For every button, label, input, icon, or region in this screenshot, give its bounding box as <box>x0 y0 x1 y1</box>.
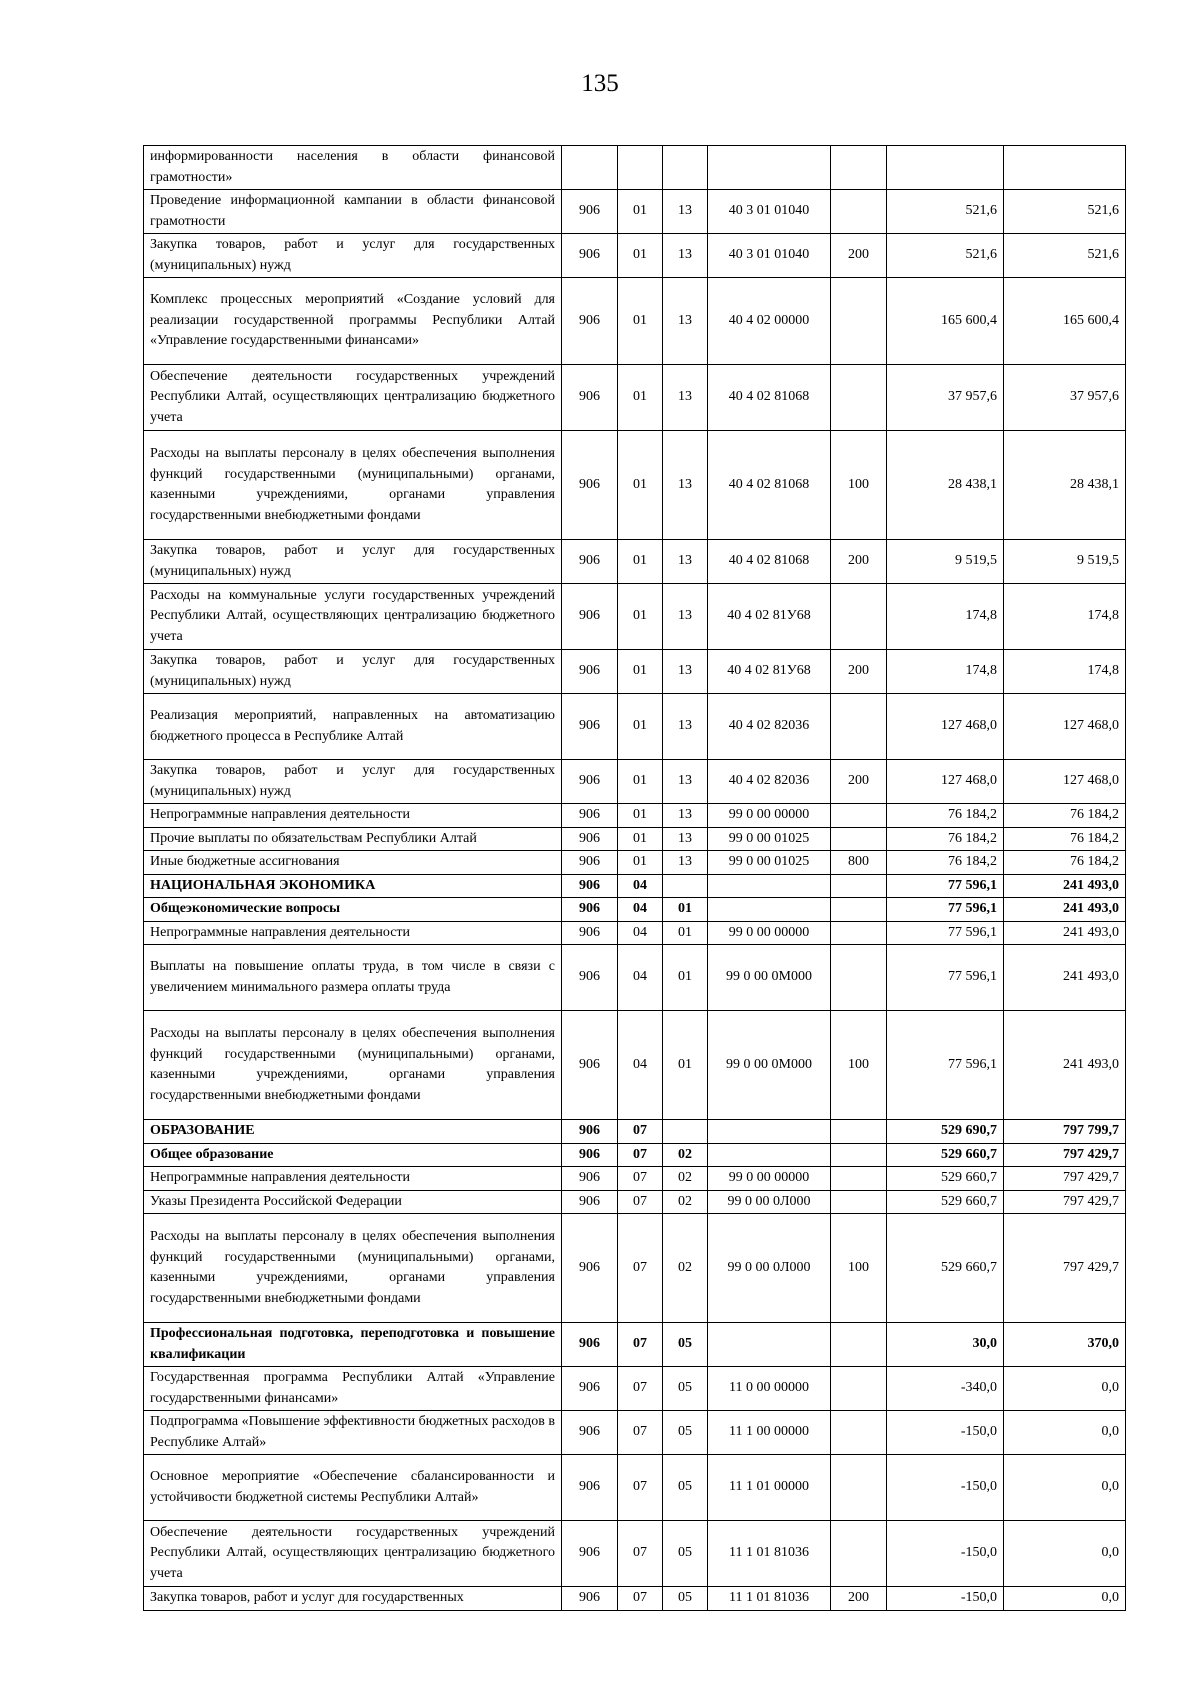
subsection-code-cell <box>663 146 708 190</box>
table-row <box>144 1167 1126 1191</box>
amount-year-2-cell: 241 493,0 <box>1004 898 1126 922</box>
expense-name-cell: Реализация мероприятий, направленных на автоматизацию бюджетного процесса в Республике Алтай <box>144 694 562 760</box>
amount-year-1-cell: -150,0 <box>887 1455 1004 1521</box>
expense-name-cell: Обеспечение деятельности государственных учреждений Республики Алтай, осуществляющих централизацию бюджетного учета <box>144 365 562 431</box>
ministry-code-cell: 906 <box>562 694 618 760</box>
subsection-code-cell: 05 <box>663 1587 708 1611</box>
subsection-code-cell <box>663 874 708 898</box>
amount-year-2-cell: 797 799,7 <box>1004 1120 1126 1144</box>
table-body <box>144 146 1126 1611</box>
expense-name-cell: Государственная программа Республики Алтай «Управление государственными финансами» <box>144 1367 562 1411</box>
expense-name-cell: Расходы на коммунальные услуги государственных учреждений Республики Алтай, осуществляющих централизацию бюджетного учета <box>144 584 562 650</box>
expense-type-code-cell: 800 <box>831 851 887 875</box>
section-code-cell: 01 <box>618 278 663 365</box>
subsection-code-cell: 02 <box>663 1143 708 1167</box>
subsection-code-cell: 05 <box>663 1521 708 1587</box>
section-code-cell: 01 <box>618 804 663 828</box>
target-article-code-cell <box>708 1143 831 1167</box>
expense-name-cell: Непрограммные направления деятельности <box>144 804 562 828</box>
subsection-code-cell: 13 <box>663 365 708 431</box>
subsection-code-cell: 01 <box>663 945 708 1011</box>
budget-table <box>143 145 1126 1611</box>
expense-name-cell: Иные бюджетные ассигнования <box>144 851 562 875</box>
expense-type-code-cell: 200 <box>831 650 887 694</box>
amount-year-2-cell: 521,6 <box>1004 190 1126 234</box>
subsection-code-cell: 13 <box>663 804 708 828</box>
table-row <box>144 584 1126 650</box>
section-code-cell: 07 <box>618 1411 663 1455</box>
amount-year-2-cell: 174,8 <box>1004 584 1126 650</box>
subsection-code-cell: 13 <box>663 234 708 278</box>
target-article-code-cell: 99 0 00 00000 <box>708 921 831 945</box>
expense-type-code-cell: 100 <box>831 1011 887 1120</box>
target-article-code-cell: 40 4 02 81068 <box>708 540 831 584</box>
expense-type-code-cell <box>831 146 887 190</box>
amount-year-2-cell: 241 493,0 <box>1004 921 1126 945</box>
amount-year-1-cell: 521,6 <box>887 190 1004 234</box>
ministry-code-cell: 906 <box>562 1323 618 1367</box>
section-code-cell: 04 <box>618 945 663 1011</box>
target-article-code-cell: 99 0 00 01025 <box>708 827 831 851</box>
ministry-code-cell: 906 <box>562 921 618 945</box>
target-article-code-cell <box>708 1120 831 1144</box>
table-row <box>144 1521 1126 1587</box>
table-row <box>144 760 1126 804</box>
amount-year-1-cell: 77 596,1 <box>887 945 1004 1011</box>
ministry-code-cell: 906 <box>562 1190 618 1214</box>
amount-year-2-cell: 174,8 <box>1004 650 1126 694</box>
amount-year-2-cell: 0,0 <box>1004 1587 1126 1611</box>
section-code-cell: 07 <box>618 1455 663 1521</box>
expense-name-cell: Проведение информационной кампании в области финансовой грамотности <box>144 190 562 234</box>
target-article-code-cell: 11 0 00 00000 <box>708 1367 831 1411</box>
expense-type-code-cell: 200 <box>831 540 887 584</box>
amount-year-1-cell: 9 519,5 <box>887 540 1004 584</box>
ministry-code-cell: 906 <box>562 1214 618 1323</box>
target-article-code-cell: 11 1 01 00000 <box>708 1455 831 1521</box>
subsection-code-cell: 13 <box>663 540 708 584</box>
ministry-code-cell: 906 <box>562 1120 618 1144</box>
section-code-cell: 07 <box>618 1367 663 1411</box>
expense-type-code-cell <box>831 1143 887 1167</box>
expense-name-cell: Общеэкономические вопросы <box>144 898 562 922</box>
section-code-cell: 07 <box>618 1167 663 1191</box>
expense-type-code-cell <box>831 1411 887 1455</box>
expense-type-code-cell: 100 <box>831 1214 887 1323</box>
subsection-code-cell: 05 <box>663 1455 708 1521</box>
table-row <box>144 945 1126 1011</box>
amount-year-2-cell: 9 519,5 <box>1004 540 1126 584</box>
expense-type-code-cell <box>831 1367 887 1411</box>
expense-type-code-cell <box>831 1190 887 1214</box>
amount-year-1-cell: 529 690,7 <box>887 1120 1004 1144</box>
expense-name-cell: Прочие выплаты по обязательствам Республики Алтай <box>144 827 562 851</box>
expense-type-code-cell <box>831 1323 887 1367</box>
target-article-code-cell: 40 3 01 01040 <box>708 234 831 278</box>
target-article-code-cell: 99 0 00 0Л000 <box>708 1190 831 1214</box>
expense-name-cell: Закупка товаров, работ и услуг для государственных (муниципальных) нужд <box>144 760 562 804</box>
expense-type-code-cell <box>831 278 887 365</box>
expense-type-code-cell <box>831 694 887 760</box>
ministry-code-cell: 906 <box>562 1521 618 1587</box>
expense-name-cell: Закупка товаров, работ и услуг для государственных (муниципальных) нужд <box>144 234 562 278</box>
ministry-code-cell: 906 <box>562 1011 618 1120</box>
ministry-code-cell: 906 <box>562 827 618 851</box>
expense-type-code-cell <box>831 1167 887 1191</box>
amount-year-1-cell: 529 660,7 <box>887 1143 1004 1167</box>
section-code-cell: 01 <box>618 827 663 851</box>
amount-year-1-cell: 76 184,2 <box>887 804 1004 828</box>
ministry-code-cell: 906 <box>562 804 618 828</box>
amount-year-2-cell: 241 493,0 <box>1004 874 1126 898</box>
subsection-code-cell: 13 <box>663 760 708 804</box>
amount-year-1-cell: 77 596,1 <box>887 1011 1004 1120</box>
amount-year-2-cell: 127 468,0 <box>1004 694 1126 760</box>
amount-year-2-cell: 0,0 <box>1004 1455 1126 1521</box>
table-row <box>144 1143 1126 1167</box>
subsection-code-cell: 13 <box>663 650 708 694</box>
subsection-code-cell: 13 <box>663 278 708 365</box>
ministry-code-cell: 906 <box>562 190 618 234</box>
amount-year-2-cell: 0,0 <box>1004 1367 1126 1411</box>
amount-year-1-cell: 76 184,2 <box>887 851 1004 875</box>
amount-year-2-cell: 241 493,0 <box>1004 1011 1126 1120</box>
ministry-code-cell: 906 <box>562 1411 618 1455</box>
section-code-cell: 01 <box>618 851 663 875</box>
amount-year-1-cell: 77 596,1 <box>887 921 1004 945</box>
section-code-cell: 01 <box>618 760 663 804</box>
amount-year-2-cell: 0,0 <box>1004 1521 1126 1587</box>
expense-name-cell: Непрограммные направления деятельности <box>144 1167 562 1191</box>
amount-year-1-cell: -150,0 <box>887 1411 1004 1455</box>
table-row <box>144 804 1126 828</box>
expense-type-code-cell <box>831 1455 887 1521</box>
subsection-code-cell: 13 <box>663 827 708 851</box>
page-number: 135 <box>581 70 619 97</box>
table-row <box>144 874 1126 898</box>
subsection-code-cell <box>663 1120 708 1144</box>
amount-year-2-cell: 76 184,2 <box>1004 827 1126 851</box>
section-code-cell: 07 <box>618 1323 663 1367</box>
amount-year-1-cell <box>887 146 1004 190</box>
subsection-code-cell: 13 <box>663 851 708 875</box>
subsection-code-cell: 02 <box>663 1214 708 1323</box>
amount-year-2-cell: 76 184,2 <box>1004 804 1126 828</box>
table-row <box>144 650 1126 694</box>
expense-name-cell: ОБРАЗОВАНИЕ <box>144 1120 562 1144</box>
amount-year-2-cell: 76 184,2 <box>1004 851 1126 875</box>
expense-name-cell: Закупка товаров, работ и услуг для государственных (муниципальных) нужд <box>144 650 562 694</box>
expense-name-cell: Расходы на выплаты персоналу в целях обеспечения выполнения функций государственными (муниципальными) органами, казенными учреждениями, органами управления государственными внебюджетными фондами <box>144 431 562 540</box>
target-article-code-cell: 99 0 00 0М000 <box>708 1011 831 1120</box>
amount-year-2-cell: 28 438,1 <box>1004 431 1126 540</box>
section-code-cell <box>618 146 663 190</box>
target-article-code-cell: 99 0 00 0Л000 <box>708 1214 831 1323</box>
amount-year-1-cell: -150,0 <box>887 1587 1004 1611</box>
amount-year-2-cell: 797 429,7 <box>1004 1190 1126 1214</box>
expense-type-code-cell: 200 <box>831 1587 887 1611</box>
table-row <box>144 921 1126 945</box>
subsection-code-cell: 13 <box>663 190 708 234</box>
section-code-cell: 07 <box>618 1190 663 1214</box>
amount-year-2-cell: 127 468,0 <box>1004 760 1126 804</box>
ministry-code-cell: 906 <box>562 898 618 922</box>
ministry-code-cell: 906 <box>562 851 618 875</box>
amount-year-1-cell: 77 596,1 <box>887 898 1004 922</box>
target-article-code-cell: 40 4 02 82036 <box>708 760 831 804</box>
ministry-code-cell <box>562 146 618 190</box>
table-row <box>144 190 1126 234</box>
subsection-code-cell: 13 <box>663 694 708 760</box>
amount-year-2-cell: 797 429,7 <box>1004 1143 1126 1167</box>
expense-name-cell: Непрограммные направления деятельности <box>144 921 562 945</box>
target-article-code-cell: 99 0 00 0М000 <box>708 945 831 1011</box>
section-code-cell: 07 <box>618 1214 663 1323</box>
ministry-code-cell: 906 <box>562 760 618 804</box>
amount-year-1-cell: -340,0 <box>887 1367 1004 1411</box>
subsection-code-cell: 13 <box>663 431 708 540</box>
section-code-cell: 01 <box>618 540 663 584</box>
target-article-code-cell: 40 4 02 81У68 <box>708 650 831 694</box>
expense-type-code-cell <box>831 190 887 234</box>
table-row <box>144 1455 1126 1521</box>
table-row <box>144 898 1126 922</box>
table-row <box>144 851 1126 875</box>
ministry-code-cell: 906 <box>562 540 618 584</box>
amount-year-1-cell: 521,6 <box>887 234 1004 278</box>
amount-year-2-cell: 370,0 <box>1004 1323 1126 1367</box>
amount-year-1-cell: 529 660,7 <box>887 1214 1004 1323</box>
amount-year-2-cell: 521,6 <box>1004 234 1126 278</box>
expense-name-cell: Указы Президента Российской Федерации <box>144 1190 562 1214</box>
target-article-code-cell <box>708 146 831 190</box>
subsection-code-cell: 05 <box>663 1323 708 1367</box>
amount-year-2-cell: 165 600,4 <box>1004 278 1126 365</box>
amount-year-1-cell: 37 957,6 <box>887 365 1004 431</box>
table-row <box>144 1367 1126 1411</box>
amount-year-1-cell: 529 660,7 <box>887 1190 1004 1214</box>
target-article-code-cell <box>708 874 831 898</box>
expense-type-code-cell: 200 <box>831 760 887 804</box>
amount-year-2-cell: 797 429,7 <box>1004 1214 1126 1323</box>
section-code-cell: 01 <box>618 694 663 760</box>
section-code-cell: 01 <box>618 234 663 278</box>
target-article-code-cell: 40 3 01 01040 <box>708 190 831 234</box>
section-code-cell: 01 <box>618 650 663 694</box>
table-row <box>144 1411 1126 1455</box>
amount-year-2-cell: 0,0 <box>1004 1411 1126 1455</box>
expense-name-cell: Обеспечение деятельности государственных учреждений Республики Алтай, осуществляющих централизацию бюджетного учета <box>144 1521 562 1587</box>
target-article-code-cell: 99 0 00 01025 <box>708 851 831 875</box>
expense-type-code-cell <box>831 898 887 922</box>
table-row <box>144 234 1126 278</box>
ministry-code-cell: 906 <box>562 584 618 650</box>
ministry-code-cell: 906 <box>562 1367 618 1411</box>
expense-type-code-cell <box>831 921 887 945</box>
amount-year-1-cell: 77 596,1 <box>887 874 1004 898</box>
target-article-code-cell: 99 0 00 00000 <box>708 804 831 828</box>
amount-year-1-cell: 28 438,1 <box>887 431 1004 540</box>
target-article-code-cell: 99 0 00 00000 <box>708 1167 831 1191</box>
amount-year-1-cell: 127 468,0 <box>887 760 1004 804</box>
expense-name-cell: Профессиональная подготовка, переподготовка и повышение квалификации <box>144 1323 562 1367</box>
amount-year-1-cell: 76 184,2 <box>887 827 1004 851</box>
table-row <box>144 827 1126 851</box>
expense-name-cell: Комплекс процессных мероприятий «Создание условий для реализации государственной программы Республики Алтай «Управление государственными финансами» <box>144 278 562 365</box>
expense-name-cell: Расходы на выплаты персоналу в целях обеспечения выполнения функций государственными (муниципальными) органами, казенными учреждениями, органами управления государственными внебюджетными фондами <box>144 1214 562 1323</box>
table-row <box>144 1587 1126 1611</box>
section-code-cell: 07 <box>618 1143 663 1167</box>
section-code-cell: 01 <box>618 365 663 431</box>
expense-type-code-cell <box>831 1521 887 1587</box>
ministry-code-cell: 906 <box>562 1167 618 1191</box>
table-row <box>144 1120 1126 1144</box>
target-article-code-cell <box>708 1323 831 1367</box>
ministry-code-cell: 906 <box>562 874 618 898</box>
ministry-code-cell: 906 <box>562 1143 618 1167</box>
ministry-code-cell: 906 <box>562 431 618 540</box>
expense-type-code-cell <box>831 804 887 828</box>
expense-name-cell: Закупка товаров, работ и услуг для государственных <box>144 1587 562 1611</box>
expense-type-code-cell <box>831 1120 887 1144</box>
subsection-code-cell: 01 <box>663 1011 708 1120</box>
section-code-cell: 01 <box>618 584 663 650</box>
target-article-code-cell: 11 1 00 00000 <box>708 1411 831 1455</box>
target-article-code-cell: 11 1 01 81036 <box>708 1587 831 1611</box>
amount-year-2-cell: 797 429,7 <box>1004 1167 1126 1191</box>
ministry-code-cell: 906 <box>562 945 618 1011</box>
subsection-code-cell: 01 <box>663 921 708 945</box>
section-code-cell: 04 <box>618 1011 663 1120</box>
subsection-code-cell: 02 <box>663 1167 708 1191</box>
expense-name-cell: Подпрограмма «Повышение эффективности бюджетных расходов в Республике Алтай» <box>144 1411 562 1455</box>
ministry-code-cell: 906 <box>562 234 618 278</box>
amount-year-1-cell: 529 660,7 <box>887 1167 1004 1191</box>
target-article-code-cell <box>708 898 831 922</box>
target-article-code-cell: 11 1 01 81036 <box>708 1521 831 1587</box>
expense-type-code-cell <box>831 827 887 851</box>
table-row <box>144 540 1126 584</box>
table-row <box>144 1011 1126 1120</box>
target-article-code-cell: 40 4 02 81068 <box>708 365 831 431</box>
expense-type-code-cell <box>831 584 887 650</box>
table-row <box>144 1323 1126 1367</box>
target-article-code-cell: 40 4 02 82036 <box>708 694 831 760</box>
amount-year-2-cell: 37 957,6 <box>1004 365 1126 431</box>
ministry-code-cell: 906 <box>562 278 618 365</box>
section-code-cell: 01 <box>618 431 663 540</box>
section-code-cell: 01 <box>618 190 663 234</box>
section-code-cell: 07 <box>618 1120 663 1144</box>
expense-type-code-cell <box>831 874 887 898</box>
table-row <box>144 278 1126 365</box>
table-row <box>144 146 1126 190</box>
table-row <box>144 365 1126 431</box>
expense-name-cell: Общее образование <box>144 1143 562 1167</box>
expense-name-cell: НАЦИОНАЛЬНАЯ ЭКОНОМИКА <box>144 874 562 898</box>
expense-name-cell: Расходы на выплаты персоналу в целях обеспечения выполнения функций государственными (муниципальными) органами, казенными учреждениями, органами управления государственными внебюджетными фондами <box>144 1011 562 1120</box>
target-article-code-cell: 40 4 02 00000 <box>708 278 831 365</box>
amount-year-1-cell: 30,0 <box>887 1323 1004 1367</box>
subsection-code-cell: 05 <box>663 1367 708 1411</box>
amount-year-1-cell: 174,8 <box>887 650 1004 694</box>
table-row <box>144 1214 1126 1323</box>
section-code-cell: 04 <box>618 874 663 898</box>
expense-name-cell: Закупка товаров, работ и услуг для государственных (муниципальных) нужд <box>144 540 562 584</box>
section-code-cell: 04 <box>618 921 663 945</box>
subsection-code-cell: 05 <box>663 1411 708 1455</box>
subsection-code-cell: 02 <box>663 1190 708 1214</box>
subsection-code-cell: 01 <box>663 898 708 922</box>
target-article-code-cell: 40 4 02 81У68 <box>708 584 831 650</box>
expense-type-code-cell: 200 <box>831 234 887 278</box>
table-row <box>144 431 1126 540</box>
amount-year-1-cell: 165 600,4 <box>887 278 1004 365</box>
expense-name-cell: Выплаты на повышение оплаты труда, в том числе в связи с увеличением минимального размера оплаты труда <box>144 945 562 1011</box>
amount-year-1-cell: 127 468,0 <box>887 694 1004 760</box>
section-code-cell: 07 <box>618 1587 663 1611</box>
amount-year-1-cell: -150,0 <box>887 1521 1004 1587</box>
ministry-code-cell: 906 <box>562 1455 618 1521</box>
amount-year-2-cell: 241 493,0 <box>1004 945 1126 1011</box>
expense-type-code-cell <box>831 945 887 1011</box>
target-article-code-cell: 40 4 02 81068 <box>708 431 831 540</box>
table-row <box>144 1190 1126 1214</box>
ministry-code-cell: 906 <box>562 1587 618 1611</box>
table-row <box>144 694 1126 760</box>
expense-name-cell: Основное мероприятие «Обеспечение сбалансированности и устойчивости бюджетной системы Республики Алтай» <box>144 1455 562 1521</box>
expense-type-code-cell <box>831 365 887 431</box>
subsection-code-cell: 13 <box>663 584 708 650</box>
section-code-cell: 07 <box>618 1521 663 1587</box>
section-code-cell: 04 <box>618 898 663 922</box>
amount-year-1-cell: 174,8 <box>887 584 1004 650</box>
expense-type-code-cell: 100 <box>831 431 887 540</box>
amount-year-2-cell <box>1004 146 1126 190</box>
ministry-code-cell: 906 <box>562 365 618 431</box>
expense-name-cell: информированности населения в области финансовой грамотности» <box>144 146 562 190</box>
ministry-code-cell: 906 <box>562 650 618 694</box>
